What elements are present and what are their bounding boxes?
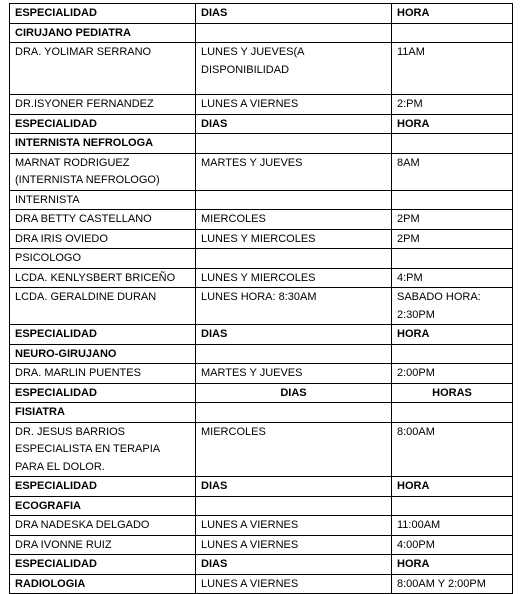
specialty-cell: CIRUJANO PEDIATRA: [10, 23, 196, 43]
days-cell: [196, 496, 392, 516]
days-cell: [196, 23, 392, 43]
hours-cell: [392, 134, 513, 154]
specialty-cell: DR.ISYONER FERNANDEZ: [10, 95, 196, 115]
header-row: [10, 114, 513, 134]
days-cell: DIAS: [196, 477, 392, 497]
table-row: [10, 422, 513, 477]
table-row: [10, 190, 513, 210]
table-row: [10, 210, 513, 230]
hours-cell: 8:00AM Y 2:00PM: [392, 574, 513, 594]
specialty-cell: DRA BETTY CASTELLANO: [10, 210, 196, 230]
hours-cell: [392, 496, 513, 516]
hours-cell: 2PM: [392, 210, 513, 230]
specialty-cell: DRA NADESKA DELGADO: [10, 516, 196, 536]
table-row: [10, 535, 513, 555]
days-cell: LUNES Y JUEVES(A DISPONIBILIDAD: [196, 43, 392, 95]
hours-cell: [392, 190, 513, 210]
section-row: [10, 23, 513, 43]
header-row: [10, 555, 513, 575]
days-cell: LUNES HORA: 8:30AM: [196, 288, 392, 325]
table-row: [10, 43, 513, 95]
days-cell: DIAS: [196, 383, 392, 403]
days-cell: DIAS: [196, 325, 392, 345]
hours-cell: 2PM: [392, 229, 513, 249]
hours-cell: 4:PM: [392, 268, 513, 288]
hours-cell: 2:00PM: [392, 364, 513, 384]
specialty-cell: ESPECIALIDAD: [10, 477, 196, 497]
hours-cell: HORA: [392, 114, 513, 134]
hours-cell: HORA: [392, 555, 513, 575]
days-cell: LUNES Y MIERCOLES: [196, 268, 392, 288]
specialty-cell: PSICOLOGO: [10, 249, 196, 269]
specialty-cell: LCDA. GERALDINE DURAN: [10, 288, 196, 325]
days-cell: MIERCOLES: [196, 422, 392, 477]
specialty-cell: LCDA. KENLYSBERT BRICEÑO: [10, 268, 196, 288]
specialty-cell: DRA IRIS OVIEDO: [10, 229, 196, 249]
hours-cell: SABADO HORA: 2:30PM: [392, 288, 513, 325]
section-row: [10, 344, 513, 364]
table-row: [10, 249, 513, 269]
header-row: [10, 477, 513, 497]
section-row: [10, 496, 513, 516]
specialty-cell: ESPECIALIDAD: [10, 555, 196, 575]
days-cell: [196, 190, 392, 210]
specialty-cell: FISIATRA: [10, 403, 196, 423]
schedule-body: [10, 4, 513, 594]
hours-cell: [392, 344, 513, 364]
hours-cell: 8AM: [392, 153, 513, 190]
table-row: [10, 229, 513, 249]
hours-cell: HORA: [392, 325, 513, 345]
days-cell: DIAS: [196, 114, 392, 134]
days-cell: [196, 134, 392, 154]
specialty-cell: ESPECIALIDAD: [10, 4, 196, 24]
hours-cell: HORA: [392, 4, 513, 24]
specialty-cell: ESPECIALIDAD: [10, 383, 196, 403]
specialty-cell: DR. JESUS BARRIOS ESPECIALISTA EN TERAPIA PARA EL DOLOR.: [10, 422, 196, 477]
specialty-cell: DRA. MARLIN PUENTES: [10, 364, 196, 384]
hours-cell: [392, 249, 513, 269]
hours-cell: 2:PM: [392, 95, 513, 115]
hours-cell: 4:00PM: [392, 535, 513, 555]
days-cell: [196, 344, 392, 364]
table-row: [10, 153, 513, 190]
table-row: [10, 95, 513, 115]
table-row: [10, 364, 513, 384]
days-cell: MARTES Y JUEVES: [196, 153, 392, 190]
days-cell: LUNES A VIERNES: [196, 535, 392, 555]
specialty-cell: INTERNISTA NEFROLOGA: [10, 134, 196, 154]
header-row: [10, 4, 513, 24]
specialty-cell: ECOGRAFIA: [10, 496, 196, 516]
days-cell: [196, 403, 392, 423]
header-row: [10, 325, 513, 345]
days-cell: [196, 249, 392, 269]
specialty-cell: RADIOLOGIA: [10, 574, 196, 594]
days-cell: MARTES Y JUEVES: [196, 364, 392, 384]
section-row: [10, 134, 513, 154]
schedule-table: [9, 3, 513, 594]
days-cell: LUNES A VIERNES: [196, 516, 392, 536]
days-cell: MIERCOLES: [196, 210, 392, 230]
specialty-cell: ESPECIALIDAD: [10, 325, 196, 345]
section-row: [10, 403, 513, 423]
hours-cell: [392, 403, 513, 423]
specialty-cell: MARNAT RODRIGUEZ (INTERNISTA NEFROLOGO): [10, 153, 196, 190]
specialty-cell: ESPECIALIDAD: [10, 114, 196, 134]
specialty-cell: NEURO-GIRUJANO: [10, 344, 196, 364]
specialty-cell: DRA IVONNE RUIZ: [10, 535, 196, 555]
days-cell: DIAS: [196, 4, 392, 24]
days-cell: LUNES A VIERNES: [196, 574, 392, 594]
table-row: [10, 288, 513, 325]
hours-cell: 11:00AM: [392, 516, 513, 536]
specialty-cell: DRA. YOLIMAR SERRANO: [10, 43, 196, 95]
header-row: [10, 383, 513, 403]
table-row: [10, 268, 513, 288]
days-cell: LUNES Y MIERCOLES: [196, 229, 392, 249]
hours-cell: 11AM: [392, 43, 513, 95]
days-cell: DIAS: [196, 555, 392, 575]
days-cell: LUNES A VIERNES: [196, 95, 392, 115]
table-row: [10, 516, 513, 536]
hours-cell: HORA: [392, 477, 513, 497]
specialty-cell: INTERNISTA: [10, 190, 196, 210]
hours-cell: [392, 23, 513, 43]
table-row: [10, 574, 513, 594]
hours-cell: HORAS: [392, 383, 513, 403]
hours-cell: 8:00AM: [392, 422, 513, 477]
